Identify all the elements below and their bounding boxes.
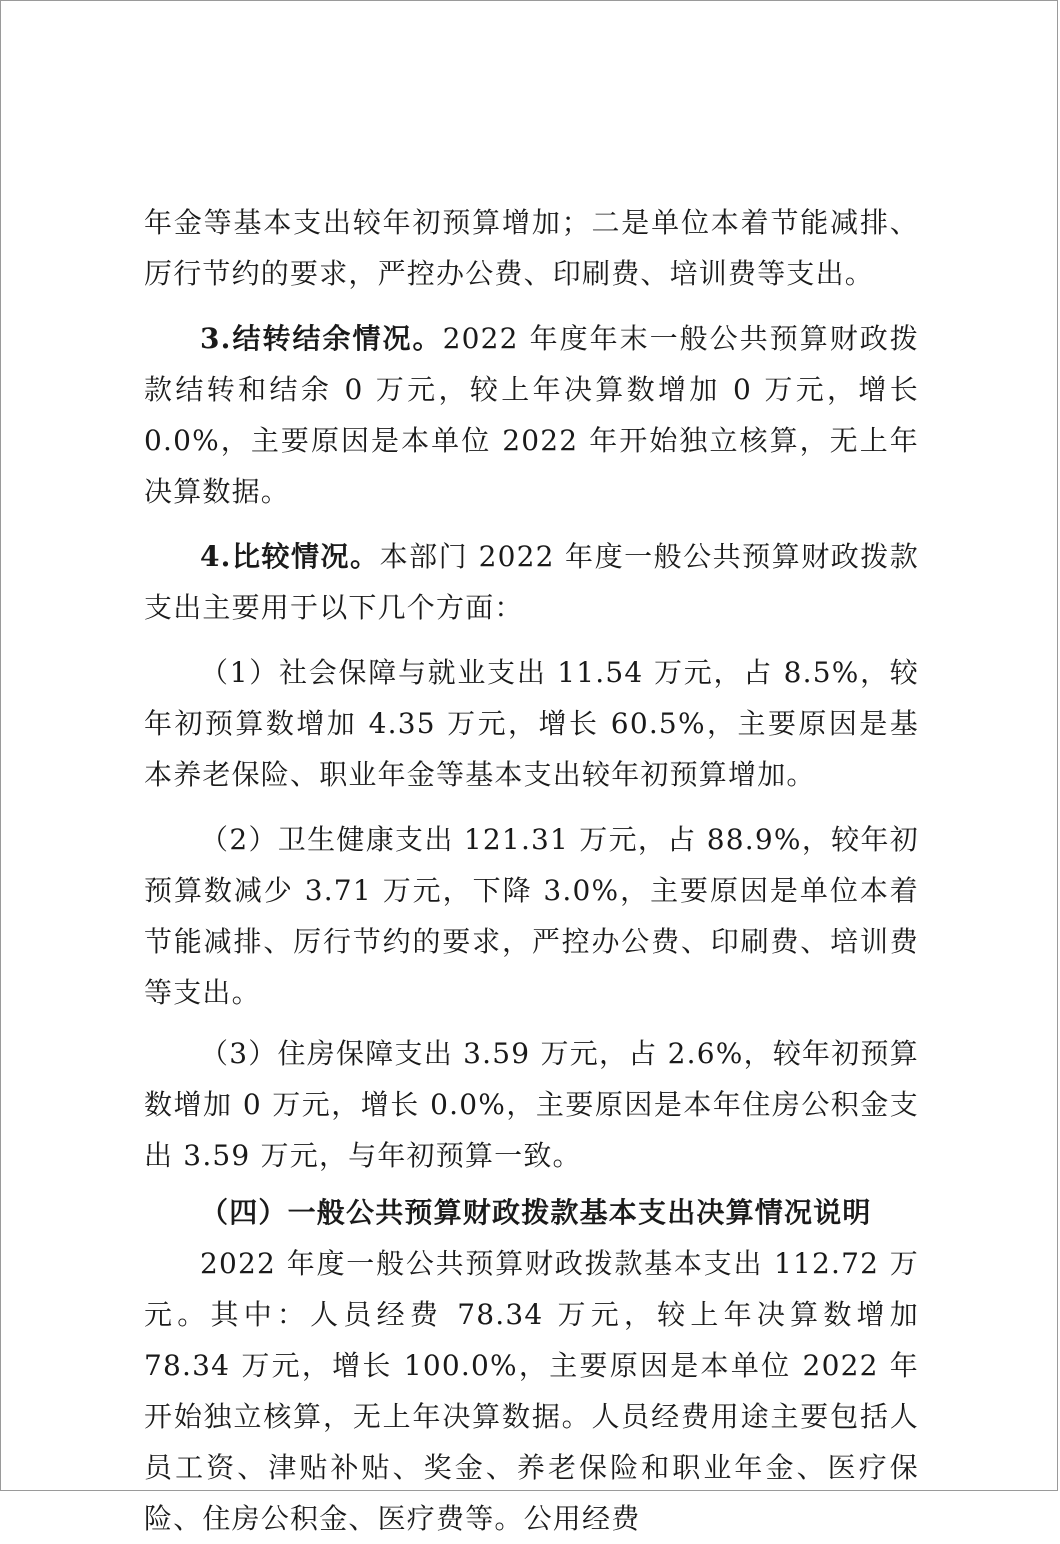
paragraph-comparison	[144, 531, 919, 633]
paragraph-social-security: （1）社会保障与就业支出 11.54 万元，占 8.5%，较年初预算数增加 4.35 万元，增长 60.5%，主要原因是基本养老保险、职业年金等基本支出较年初预算增加。	[144, 656, 919, 791]
paragraph-health: （2）卫生健康支出 121.31 万元，占 88.9%，较年初预算数减少 3.71 万元，下降 3.0%，主要原因是单位本着节能减排、厉行节约的要求，严控办公费、印刷费、培训费等支出。	[144, 823, 919, 1009]
paragraph-lead-carryover: 3.结转结余情况。	[200, 322, 443, 355]
paragraph-body-comparison: 本部门 2022 年度一般公共预算财政拨款支出主要用于以下几个方面：	[144, 540, 919, 624]
paragraph-continuation: 年金等基本支出较年初预算增加；二是单位本着节能减排、厉行节约的要求，严控办公费、印刷费、培训费等支出。	[144, 206, 919, 290]
document-body	[144, 197, 919, 1544]
section-heading: （四）一般公共预算财政拨款基本支出决算情况说明	[200, 1196, 872, 1229]
paragraph-lead-comparison: 4.比较情况。	[200, 540, 380, 573]
paragraph-housing: （3）住房保障支出 3.59 万元，占 2.6%，较年初预算数增加 0 万元，增长 0.0%，主要原因是本年住房公积金支出 3.59 万元，与年初预算一致。	[144, 1037, 919, 1172]
paragraph-basic-expenditure: 2022 年度一般公共预算财政拨款基本支出 112.72 万元。其中：人员经费 78.34 万元，较上年决算数增加 78.34 万元，增长 100.0%，主要原因是本单位 2022 年开始独立核算，无上年决算数据。人员经费用途主要包括人员工资、津贴补贴、奖金、养老保险和职业年金、医疗保险、住房公积金、医疗费等。公用经费	[144, 1247, 919, 1535]
paragraph-carryover	[144, 313, 919, 517]
paragraph-body-carryover: 2022 年度年末一般公共预算财政拨款结转和结余 0 万元，较上年决算数增加 0 万元，增长 0.0%，主要原因是本单位 2022 年开始独立核算，无上年决算数据。	[144, 322, 919, 508]
